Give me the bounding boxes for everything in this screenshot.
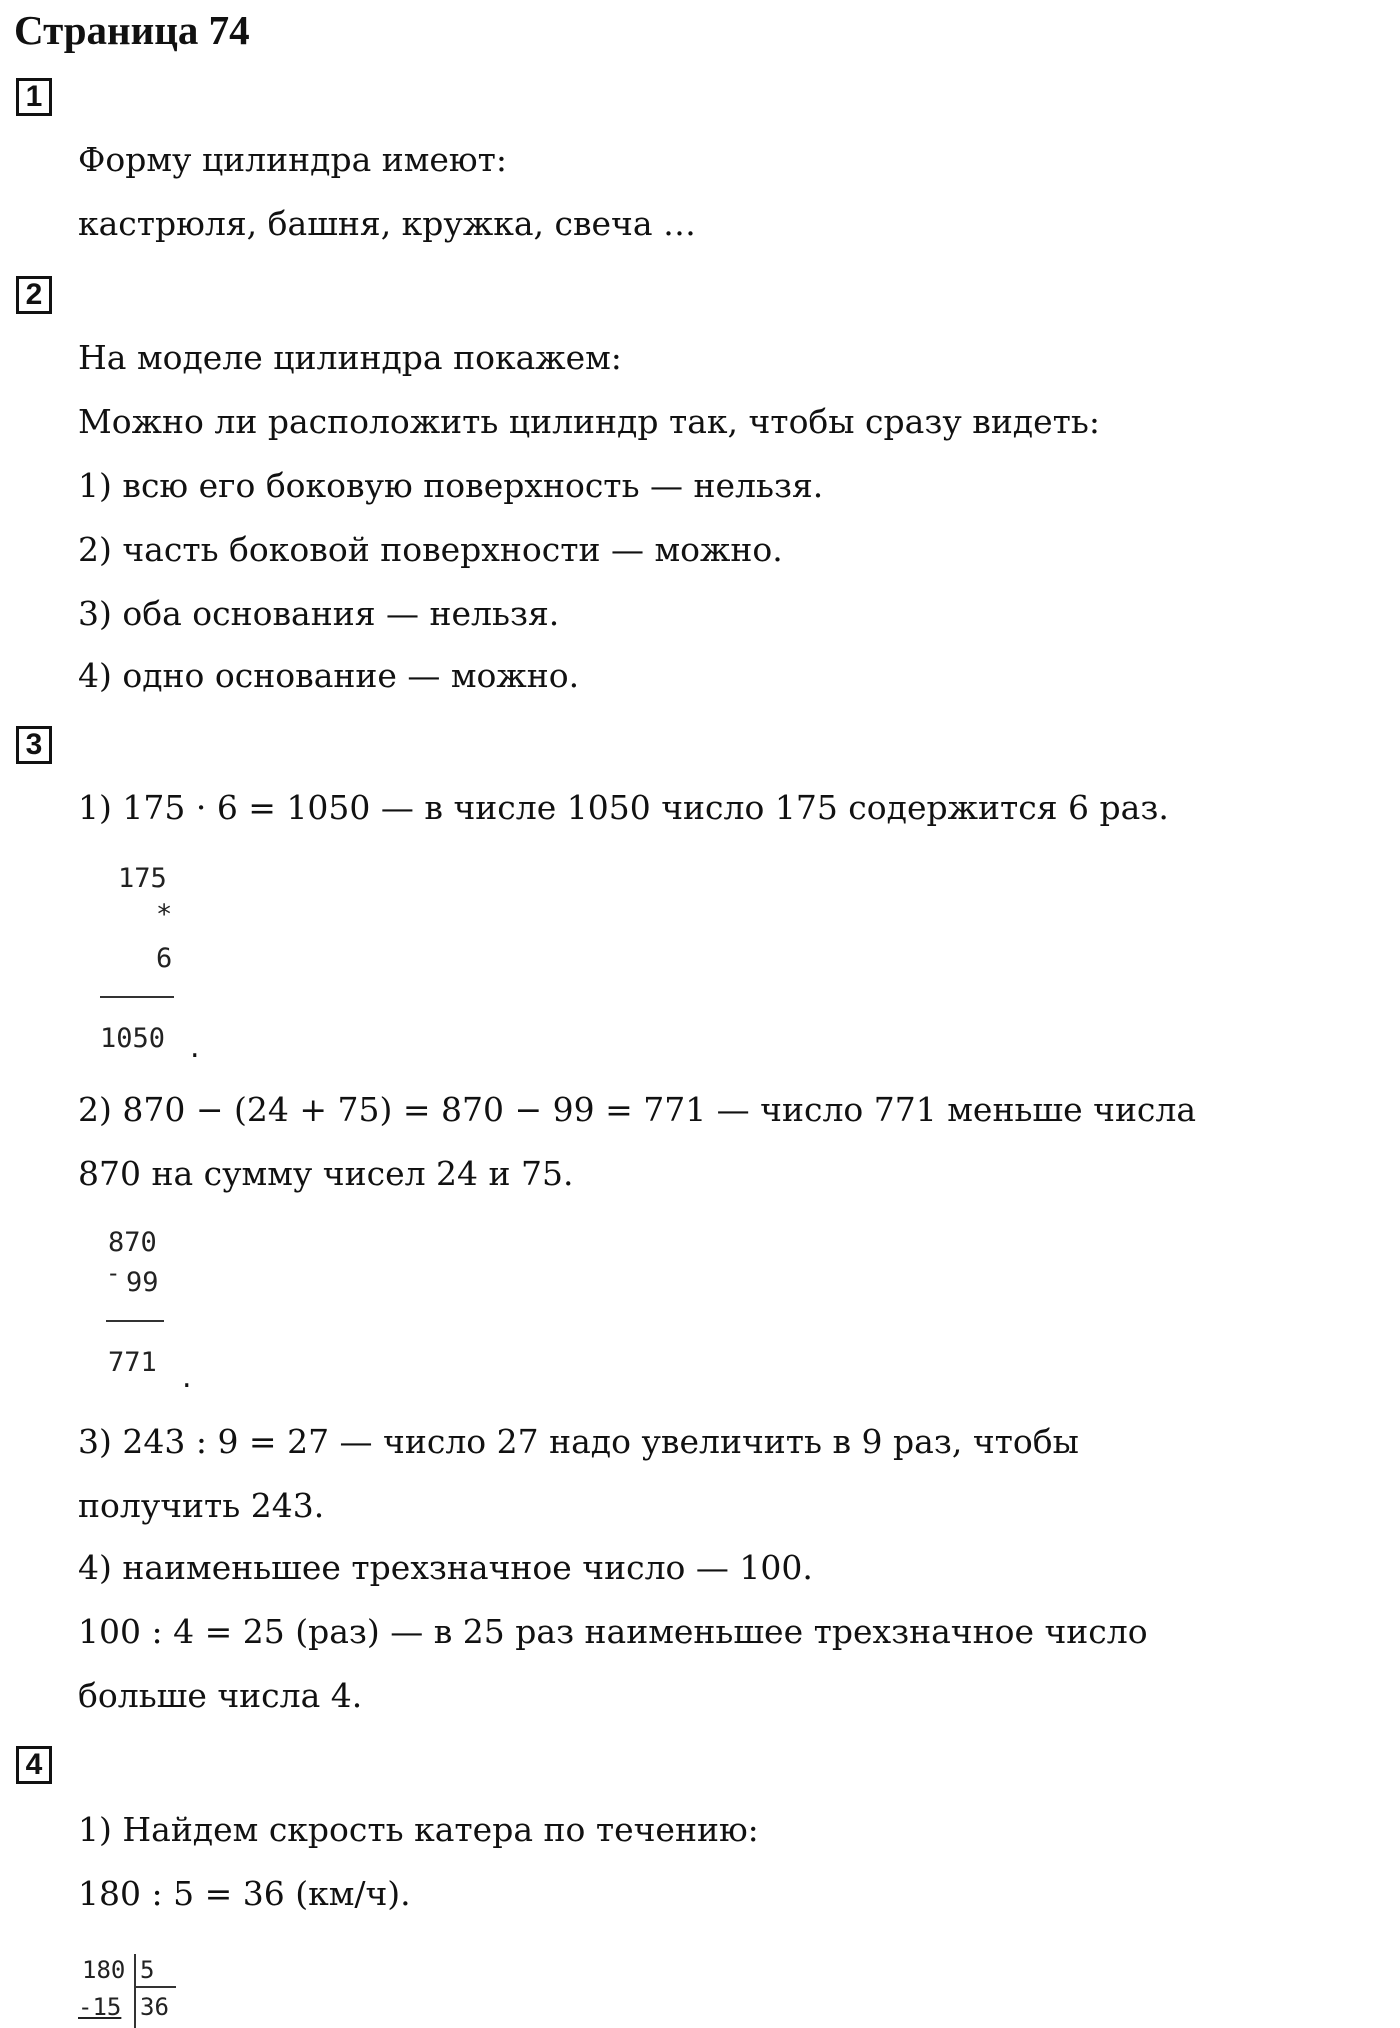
- mult-operand-b: 6: [156, 943, 173, 974]
- task-1-line-2: кастрюля, башня, кружка, свеча …: [78, 204, 697, 243]
- task-3-line-1: 1) 175 · 6 = 1050 — в числе 1050 число 175 содержится 6 раз.: [78, 788, 1169, 827]
- mult-result: 1050: [100, 1023, 166, 1054]
- task-2-line-2: Можно ли расположить цилиндр так, чтобы сразу видеть:: [78, 402, 1101, 441]
- task-2-line-4: 2) часть боковой поверхности — можно.: [78, 530, 783, 569]
- mult-divider-line: [100, 996, 174, 998]
- task-2-line-6: 4) одно основание — можно.: [78, 656, 580, 695]
- div-subtrahend: -15: [78, 1993, 122, 2021]
- task-3-line-3: 870 на сумму чисел 24 и 75.: [78, 1154, 574, 1193]
- task-3-line-5: получить 243.: [78, 1486, 325, 1525]
- sub-divider-line: [106, 1320, 164, 1322]
- page-title: Страница 74: [14, 7, 250, 53]
- sub-operator: -: [106, 1259, 121, 1287]
- task-3-line-4: 3) 243 : 9 = 27 — число 27 надо увеличить в 9 раз, чтобы: [78, 1422, 1079, 1461]
- mult-operator: *: [156, 899, 173, 930]
- sub-result: 771: [108, 1347, 157, 1378]
- task-4-line-2: 180 : 5 = 36 (км/ч).: [78, 1874, 411, 1913]
- div-quotient: 36: [140, 1993, 169, 2021]
- div-divisor-underline: [136, 1986, 176, 1988]
- task-2-line-1: На моделе цилиндра покажем:: [78, 338, 622, 377]
- task-number-1: 1: [16, 78, 52, 116]
- task-3-line-6: 4) наименьшее трехзначное число — 100.: [78, 1548, 813, 1587]
- task-3-line-7: 100 : 4 = 25 (раз) — в 25 раз наименьшее трехзначное число: [78, 1612, 1148, 1651]
- task-2-line-3: 1) всю его боковую поверхность — нельзя.: [78, 466, 824, 505]
- sub-operand-a: 870: [108, 1227, 157, 1258]
- task-1-line-1: Форму цилиндра имеют:: [78, 140, 508, 179]
- task-2-line-5: 3) оба основания — нельзя.: [78, 594, 560, 633]
- div-divisor: 5: [140, 1956, 155, 1984]
- task-3-line-8: больше числа 4.: [78, 1676, 363, 1715]
- task-3-line-2: 2) 870 − (24 + 75) = 870 − 99 = 771 — число 771 меньше числа: [78, 1090, 1197, 1129]
- sub-end-dot: .: [182, 1360, 192, 1395]
- div-dividend: 180: [82, 1956, 126, 1984]
- task-number-2: 2: [16, 276, 52, 314]
- sub-operand-b: 99: [126, 1267, 159, 1298]
- task-number-4: 4: [16, 1746, 52, 1784]
- mult-operand-a: 175: [118, 863, 167, 894]
- task-number-3: 3: [16, 726, 52, 764]
- mult-end-dot: .: [190, 1030, 200, 1065]
- div-vertical-line: [134, 1954, 136, 2028]
- task-4-line-1: 1) Найдем скрость катера по течению:: [78, 1810, 759, 1849]
